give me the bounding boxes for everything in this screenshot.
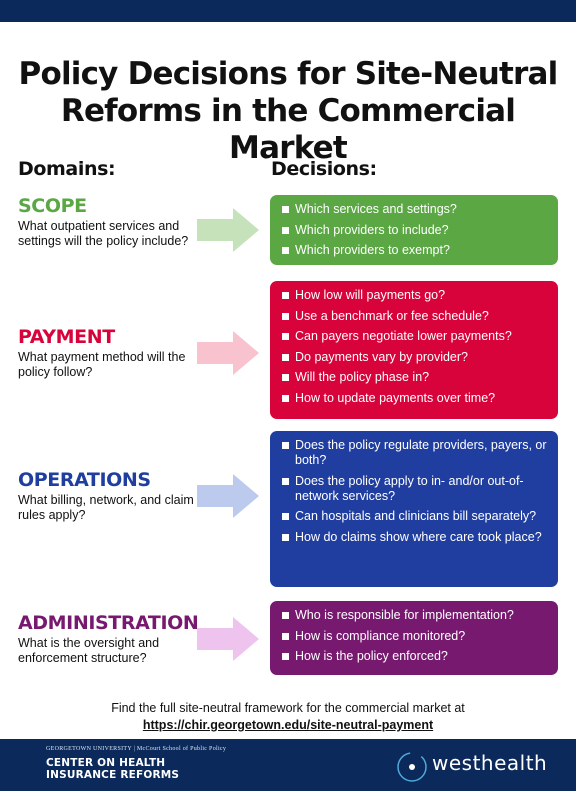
chir-logo-text: CENTER ON HEALTH INSURANCE REFORMS	[46, 757, 180, 781]
decision-item: Can hospitals and clinicians bill separately?	[282, 509, 550, 524]
domain-name: ADMINISTRATION	[18, 612, 199, 634]
decision-item: Will the policy phase in?	[282, 370, 550, 385]
decision-item: Does the policy regulate providers, payers, or both?	[282, 438, 550, 468]
bottom-banner	[0, 739, 576, 791]
westhealth-logo-icon	[396, 751, 428, 783]
decision-box-administration	[270, 601, 558, 675]
decision-item: How to update payments over time?	[282, 391, 550, 406]
domain-question: What is the oversight and enforcement structure?	[18, 636, 160, 665]
domain-name: OPERATIONS	[18, 469, 151, 491]
arrow-right-icon	[197, 617, 259, 661]
domain-administration	[18, 612, 203, 666]
decision-item: How is the policy enforced?	[282, 649, 550, 664]
decision-box-scope	[270, 195, 558, 265]
title-line-2: Reforms in the Commercial Market	[60, 93, 516, 166]
domain-name: PAYMENT	[18, 326, 115, 348]
framework-link[interactable]: https://chir.georgetown.edu/site-neutral-payment	[142, 718, 434, 732]
domain-operations	[18, 469, 198, 523]
decision-item: How low will payments go?	[282, 288, 550, 303]
university-line: GEORGETOWN UNIVERSITY | McCourt School of Public Policy	[46, 746, 227, 752]
decision-item: How is compliance monitored?	[282, 629, 550, 644]
decision-item: Does the policy apply to in- and/or out-of-network services?	[282, 474, 550, 504]
decision-item: Use a benchmark or fee schedule?	[282, 309, 550, 324]
decision-item: Which providers to include?	[282, 223, 550, 238]
title-line-1: Policy Decisions for Site-Neutral	[18, 56, 558, 92]
decision-item: Who is responsible for implementation?	[282, 608, 550, 623]
domain-question: What billing, network, and claim rules apply?	[18, 493, 194, 522]
footer-text: Find the full site-neutral framework for the commercial market at	[111, 701, 465, 715]
decisions-header: Decisions:	[271, 158, 377, 180]
decision-box-operations	[270, 431, 558, 587]
domain-question: What payment method will the policy follow?	[18, 350, 186, 379]
decision-item: Do payments vary by provider?	[282, 350, 550, 365]
domain-name: SCOPE	[18, 195, 87, 217]
page-title	[0, 56, 576, 167]
footer-note	[0, 700, 576, 734]
domain-payment	[18, 326, 198, 380]
arrow-right-icon	[197, 208, 259, 252]
top-banner	[0, 0, 576, 22]
decision-item: Which services and settings?	[282, 202, 550, 217]
domains-header: Domains:	[18, 158, 116, 180]
domain-question: What outpatient services and settings will the policy include?	[18, 219, 189, 248]
domain-scope	[18, 195, 198, 249]
arrow-right-icon	[197, 331, 259, 375]
decision-item: Can payers negotiate lower payments?	[282, 329, 550, 344]
decision-item: Which providers to exempt?	[282, 243, 550, 258]
arrow-right-icon	[197, 474, 259, 518]
westhealth-logo-text: westhealth	[432, 751, 548, 775]
decision-item: How do claims show where care took place?	[282, 530, 550, 545]
decision-box-payment	[270, 281, 558, 419]
